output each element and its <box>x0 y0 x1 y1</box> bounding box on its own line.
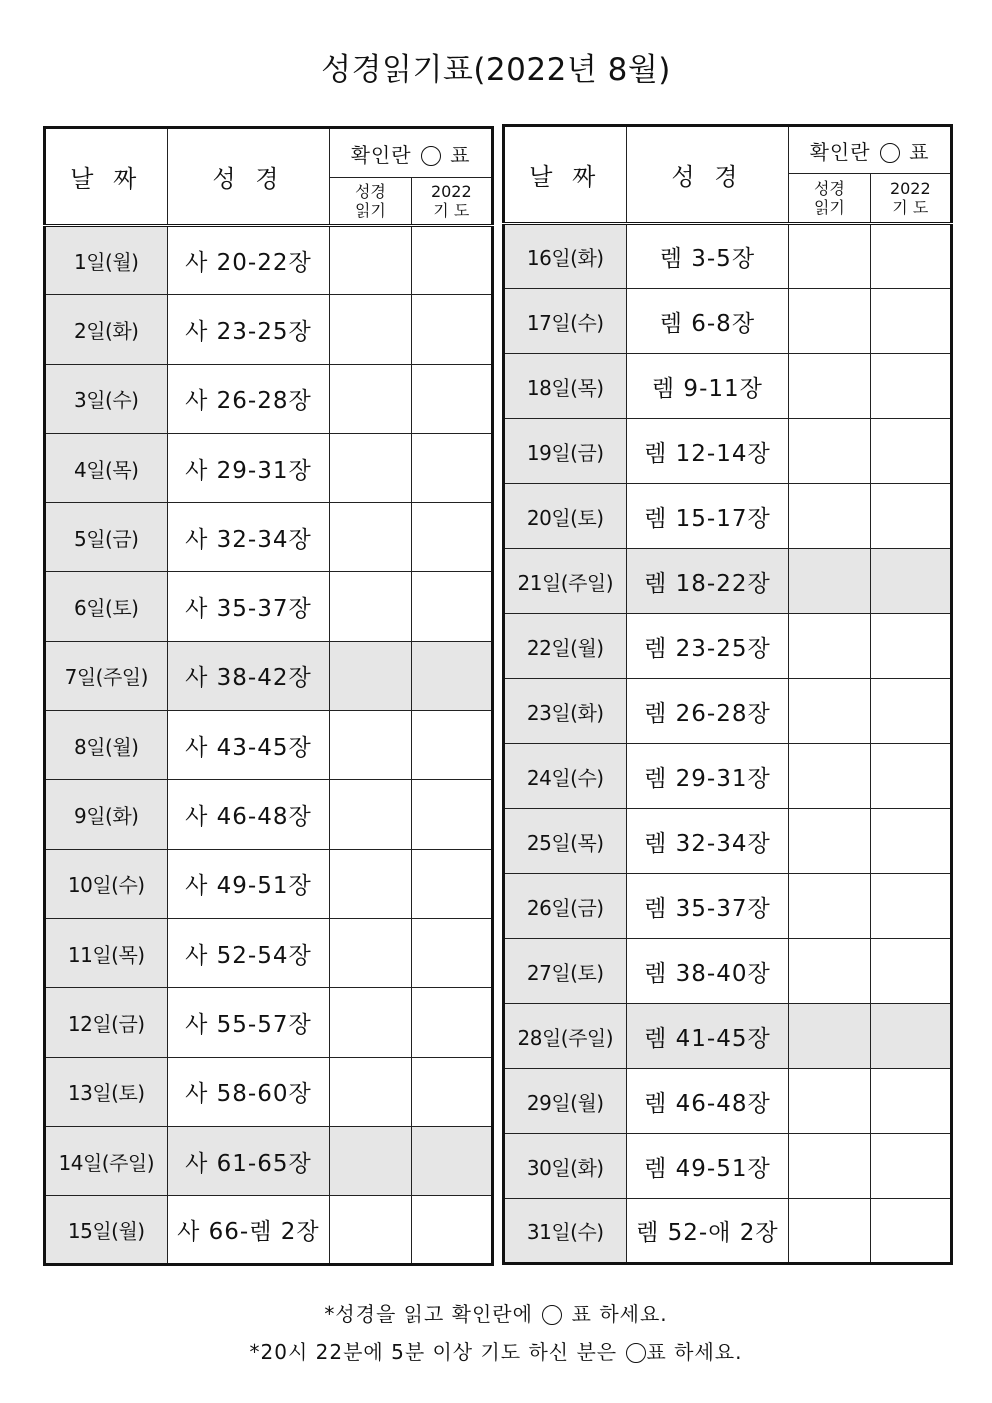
date-cell: 4일(목) <box>45 433 168 502</box>
reading-cell: 사 35-37장 <box>167 572 330 641</box>
table-row <box>45 918 493 987</box>
table-row <box>504 614 952 679</box>
pray-check-cell[interactable] <box>870 224 951 289</box>
header-read-line1: 성경 <box>354 182 386 201</box>
table-row <box>45 780 493 849</box>
read-check-cell[interactable] <box>789 614 870 679</box>
table-row <box>504 354 952 419</box>
reading-table-left <box>43 126 494 1266</box>
table-row <box>504 1069 952 1134</box>
read-check-cell[interactable] <box>789 679 870 744</box>
reading-cell: 사 52-54장 <box>167 918 330 987</box>
reading-cell: 렘 46-48장 <box>626 1069 789 1134</box>
header-read <box>789 174 870 224</box>
header-check-suffix: 표 <box>450 142 471 167</box>
table-row <box>504 679 952 744</box>
date-cell: 28일(주일) <box>504 1004 627 1069</box>
header-read-line1: 성경 <box>813 179 845 198</box>
reading-cell: 사 43-45장 <box>167 711 330 780</box>
reading-table-right <box>502 124 953 1265</box>
read-check-cell[interactable] <box>330 226 411 295</box>
table-row <box>45 988 493 1057</box>
header-read-line2: 읽기 <box>354 201 386 220</box>
reading-cell: 사 46-48장 <box>167 780 330 849</box>
reading-cell: 사 66-렘 2장 <box>167 1196 330 1265</box>
table-row <box>45 226 493 295</box>
header-check <box>789 126 952 174</box>
pray-check-cell[interactable] <box>870 1134 951 1199</box>
instruction-note-read <box>0 1298 992 1327</box>
pray-check-cell[interactable] <box>870 549 951 614</box>
pray-check-cell[interactable] <box>870 679 951 744</box>
pray-check-cell[interactable] <box>870 744 951 809</box>
date-cell: 21일(주일) <box>504 549 627 614</box>
reading-cell: 사 23-25장 <box>167 295 330 364</box>
pray-check-cell[interactable] <box>411 1057 492 1126</box>
date-cell: 10일(수) <box>45 849 168 918</box>
header-read-line2: 읽기 <box>813 198 845 217</box>
table-row <box>504 1004 952 1069</box>
page-title: 성경읽기표(2022년 8월) <box>321 52 671 88</box>
date-cell: 12일(금) <box>45 988 168 1057</box>
date-cell: 30일(화) <box>504 1134 627 1199</box>
pray-check-cell[interactable] <box>411 364 492 433</box>
note1-prefix: *성경을 읽고 확인란에 <box>324 1302 533 1326</box>
read-check-cell[interactable] <box>789 1199 870 1264</box>
header-check <box>330 128 493 178</box>
reading-cell: 렘 3-5장 <box>626 224 789 289</box>
date-cell: 13일(토) <box>45 1057 168 1126</box>
reading-cell: 렘 38-40장 <box>626 939 789 1004</box>
note2-prefix: *20시 22분에 5분 이상 기도 하신 분은 <box>249 1340 618 1364</box>
read-check-cell[interactable] <box>330 641 411 710</box>
table-row <box>45 711 493 780</box>
date-cell: 22일(월) <box>504 614 627 679</box>
read-check-cell[interactable] <box>789 744 870 809</box>
table-row <box>45 572 493 641</box>
table-row <box>45 295 493 364</box>
pray-check-cell[interactable] <box>411 503 492 572</box>
header-check-prefix: 확인란 <box>350 142 412 167</box>
date-cell: 3일(수) <box>45 364 168 433</box>
date-cell: 9일(화) <box>45 780 168 849</box>
reading-cell: 사 38-42장 <box>167 641 330 710</box>
read-check-cell[interactable] <box>330 918 411 987</box>
note1-suffix: 표 하세요. <box>571 1302 668 1326</box>
table-row <box>504 1199 952 1264</box>
circle-icon <box>880 143 900 163</box>
pray-check-cell[interactable] <box>870 1199 951 1264</box>
pray-check-cell[interactable] <box>411 433 492 502</box>
header-pray-line1: 2022 <box>430 182 472 201</box>
pray-check-cell[interactable] <box>870 809 951 874</box>
date-cell: 18일(목) <box>504 354 627 419</box>
reading-cell: 렘 15-17장 <box>626 484 789 549</box>
table-row <box>504 1134 952 1199</box>
table-row <box>45 364 493 433</box>
pray-check-cell[interactable] <box>411 1196 492 1265</box>
date-cell: 11일(목) <box>45 918 168 987</box>
table-row <box>504 289 952 354</box>
read-check-cell[interactable] <box>330 572 411 641</box>
reading-cell: 렘 26-28장 <box>626 679 789 744</box>
date-cell: 5일(금) <box>45 503 168 572</box>
reading-cell: 사 29-31장 <box>167 433 330 502</box>
instruction-note-pray <box>0 1336 992 1365</box>
date-cell: 14일(주일) <box>45 1126 168 1195</box>
note2-suffix: 표 하세요. <box>646 1340 743 1364</box>
header-bible: 성 경 <box>626 126 789 224</box>
pray-check-cell[interactable] <box>411 572 492 641</box>
read-check-cell[interactable] <box>330 364 411 433</box>
header-pray-line2: 기 도 <box>433 201 470 220</box>
pray-check-cell[interactable] <box>411 918 492 987</box>
read-check-cell[interactable] <box>789 549 870 614</box>
read-check-cell[interactable] <box>330 1196 411 1265</box>
date-cell: 24일(수) <box>504 744 627 809</box>
table-row <box>45 641 493 710</box>
reading-cell: 렘 9-11장 <box>626 354 789 419</box>
circle-icon <box>421 146 441 166</box>
date-cell: 26일(금) <box>504 874 627 939</box>
circle-icon <box>542 1305 562 1325</box>
header-read <box>330 178 411 226</box>
header-date: 날 짜 <box>45 128 168 226</box>
read-check-cell[interactable] <box>330 849 411 918</box>
reading-cell: 렘 49-51장 <box>626 1134 789 1199</box>
read-check-cell[interactable] <box>789 809 870 874</box>
header-pray-line2: 기 도 <box>892 198 929 217</box>
header-bible: 성 경 <box>167 128 330 226</box>
table-row <box>504 419 952 484</box>
date-cell: 20일(토) <box>504 484 627 549</box>
header-check-suffix: 표 <box>909 139 930 164</box>
date-cell: 17일(수) <box>504 289 627 354</box>
table-row <box>504 549 952 614</box>
table-row <box>45 849 493 918</box>
reading-cell: 렘 18-22장 <box>626 549 789 614</box>
read-check-cell[interactable] <box>789 939 870 1004</box>
table-row <box>45 433 493 502</box>
pray-check-cell[interactable] <box>411 780 492 849</box>
reading-cell: 사 55-57장 <box>167 988 330 1057</box>
pray-check-cell[interactable] <box>411 711 492 780</box>
date-cell: 1일(월) <box>45 226 168 295</box>
read-check-cell[interactable] <box>330 1126 411 1195</box>
reading-cell: 사 58-60장 <box>167 1057 330 1126</box>
table-row <box>504 939 952 1004</box>
date-cell: 23일(화) <box>504 679 627 744</box>
read-check-cell[interactable] <box>330 988 411 1057</box>
reading-cell: 렘 41-45장 <box>626 1004 789 1069</box>
date-cell: 15일(월) <box>45 1196 168 1265</box>
pray-check-cell[interactable] <box>870 1069 951 1134</box>
table-row <box>504 809 952 874</box>
date-cell: 27일(토) <box>504 939 627 1004</box>
date-cell: 16일(화) <box>504 224 627 289</box>
pray-check-cell[interactable] <box>870 354 951 419</box>
date-cell: 8일(월) <box>45 711 168 780</box>
reading-cell: 사 49-51장 <box>167 849 330 918</box>
header-pray <box>411 178 492 226</box>
date-cell: 19일(금) <box>504 419 627 484</box>
table-row <box>504 484 952 549</box>
pray-check-cell[interactable] <box>870 614 951 679</box>
pray-check-cell[interactable] <box>411 295 492 364</box>
table-row <box>45 1057 493 1126</box>
pray-check-cell[interactable] <box>411 988 492 1057</box>
read-check-cell[interactable] <box>330 711 411 780</box>
read-check-cell[interactable] <box>330 295 411 364</box>
read-check-cell[interactable] <box>330 780 411 849</box>
read-check-cell[interactable] <box>789 484 870 549</box>
header-check-prefix: 확인란 <box>809 139 871 164</box>
reading-cell: 렘 32-34장 <box>626 809 789 874</box>
pray-check-cell[interactable] <box>411 1126 492 1195</box>
read-check-cell[interactable] <box>789 289 870 354</box>
read-check-cell[interactable] <box>789 354 870 419</box>
reading-cell: 렘 23-25장 <box>626 614 789 679</box>
reading-cell: 사 32-34장 <box>167 503 330 572</box>
date-cell: 31일(수) <box>504 1199 627 1264</box>
read-check-cell[interactable] <box>330 433 411 502</box>
reading-cell: 사 61-65장 <box>167 1126 330 1195</box>
pray-check-cell[interactable] <box>870 939 951 1004</box>
date-cell: 7일(주일) <box>45 641 168 710</box>
pray-check-cell[interactable] <box>411 226 492 295</box>
table-row <box>45 1196 493 1265</box>
pray-check-cell[interactable] <box>870 874 951 939</box>
pray-check-cell[interactable] <box>870 1004 951 1069</box>
table-row <box>45 503 493 572</box>
reading-cell: 사 26-28장 <box>167 364 330 433</box>
read-check-cell[interactable] <box>789 874 870 939</box>
read-check-cell[interactable] <box>789 1134 870 1199</box>
table-row <box>504 874 952 939</box>
read-check-cell[interactable] <box>789 1069 870 1134</box>
reading-cell: 렘 29-31장 <box>626 744 789 809</box>
pray-check-cell[interactable] <box>411 849 492 918</box>
reading-cell: 렘 12-14장 <box>626 419 789 484</box>
header-pray-line1: 2022 <box>889 179 931 198</box>
date-cell: 2일(화) <box>45 295 168 364</box>
date-cell: 25일(목) <box>504 809 627 874</box>
read-check-cell[interactable] <box>330 1057 411 1126</box>
header-date: 날 짜 <box>504 126 627 224</box>
reading-cell: 렘 52-애 2장 <box>626 1199 789 1264</box>
pray-check-cell[interactable] <box>870 289 951 354</box>
pray-check-cell[interactable] <box>411 641 492 710</box>
pray-check-cell[interactable] <box>870 484 951 549</box>
date-cell: 6일(토) <box>45 572 168 641</box>
table-row <box>45 1126 493 1195</box>
circle-icon <box>626 1343 646 1363</box>
reading-table-left-body <box>45 226 493 1265</box>
table-row <box>504 224 952 289</box>
pray-check-cell[interactable] <box>870 419 951 484</box>
read-check-cell[interactable] <box>330 503 411 572</box>
reading-table-right-body <box>504 224 952 1264</box>
date-cell: 29일(월) <box>504 1069 627 1134</box>
read-check-cell[interactable] <box>789 224 870 289</box>
read-check-cell[interactable] <box>789 1004 870 1069</box>
reading-cell: 렘 35-37장 <box>626 874 789 939</box>
read-check-cell[interactable] <box>789 419 870 484</box>
reading-cell: 사 20-22장 <box>167 226 330 295</box>
table-row <box>504 744 952 809</box>
header-pray <box>870 174 951 224</box>
reading-cell: 렘 6-8장 <box>626 289 789 354</box>
